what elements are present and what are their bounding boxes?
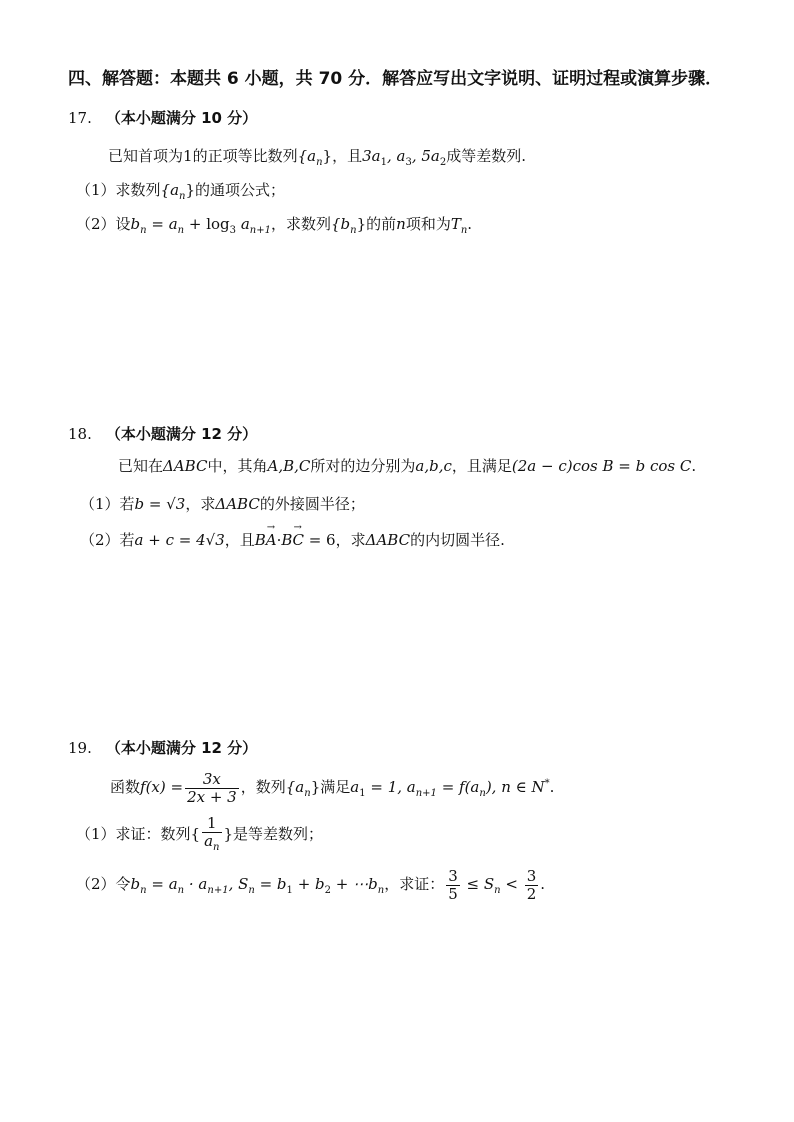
denominator: 2x + 3 [187, 787, 237, 806]
math: b [130, 215, 141, 233]
superscript: * [544, 778, 550, 789]
q18-stem [118, 456, 696, 476]
numerator: 3 [448, 866, 458, 885]
text: 的通项公式； [195, 181, 286, 199]
q19-stem [110, 764, 554, 814]
math: 1 [183, 147, 193, 165]
math: } [185, 181, 196, 199]
math: (2a − c)cos B = b cos C [511, 457, 692, 475]
math: . [540, 875, 546, 893]
math: ΔABC [163, 457, 208, 475]
text: 的前 [366, 215, 397, 233]
math: a [236, 215, 250, 233]
q18-header [68, 424, 257, 444]
text: ，求数列 [270, 215, 331, 233]
text: 成等差数列. [446, 147, 527, 165]
math: = a [146, 215, 178, 233]
math: = a [146, 875, 178, 893]
text: ，求 [185, 495, 216, 513]
math: = b [254, 875, 287, 893]
subscript: n+1 [249, 225, 271, 236]
math: 3a [362, 147, 381, 165]
text: （1）求数列 [76, 181, 161, 199]
q17-points: （本小题满分 10 分） [105, 109, 258, 127]
subscript: n+1 [415, 788, 437, 799]
subscript: 1 [359, 788, 366, 799]
text: （2）若 [80, 531, 135, 549]
math: T [450, 215, 461, 233]
text: 已知在 [118, 457, 164, 475]
text: 是等差数列； [233, 825, 324, 843]
math: A,B,C [267, 457, 311, 475]
math: a [350, 778, 360, 796]
math: a + c = 4√3 [134, 531, 225, 549]
vector-letter: A → [266, 530, 277, 550]
math: ), n ∈ N [485, 778, 545, 796]
text: 所对的边分别为 [310, 457, 416, 475]
text: （2）令 [76, 875, 131, 893]
subscript: 1 [380, 157, 387, 168]
math: , 5a [411, 147, 440, 165]
q18-part1 [80, 494, 365, 514]
q19-part2 [76, 864, 545, 911]
math: = 6 [303, 531, 336, 549]
q19-header [68, 738, 257, 758]
vector-letter: C → [292, 530, 303, 550]
text: ，求证： [384, 875, 445, 893]
text: 满足 [320, 778, 351, 796]
math: n [396, 215, 406, 233]
math: b [130, 875, 141, 893]
subscript: n [460, 225, 468, 236]
subscript: n [304, 788, 311, 799]
math: + log [184, 215, 230, 233]
q17-number: 17. [68, 109, 92, 127]
fraction [446, 868, 460, 903]
subscript: n [350, 225, 357, 236]
section-header: 四、解答题：本题共 6 小题，共 70 分．解答应写出文字说明、证明过程或演算步骤． [68, 69, 723, 89]
fraction [525, 868, 539, 903]
text: ，且 [224, 531, 255, 549]
math: {b [330, 215, 351, 233]
text: 函数 [110, 778, 141, 796]
math: ΔABC [215, 495, 260, 513]
q19-points: （本小题满分 12 分） [105, 739, 258, 757]
math: · a [184, 875, 208, 893]
q18-number: 18. [68, 425, 92, 443]
subscript: n [248, 885, 255, 896]
text: . [549, 778, 555, 796]
math: B [254, 531, 266, 549]
math: , a [386, 147, 406, 165]
subscript: 3 [229, 225, 237, 236]
text: . [691, 457, 697, 475]
subscript: n [179, 191, 186, 202]
text: （1）求证：数列 [76, 825, 191, 843]
math: a,b,c [415, 457, 452, 475]
math: , S [228, 875, 249, 893]
q18-points: （本小题满分 12 分） [105, 425, 258, 443]
subscript: 2 [324, 885, 332, 896]
text: 的正项等比数列 [192, 147, 298, 165]
text: 项和为 [405, 215, 451, 233]
q17-stem [108, 146, 526, 173]
math: ≤ S [461, 875, 495, 893]
q17-part2 [76, 214, 472, 241]
math: ΔABC [365, 531, 411, 549]
numerator: 3x [202, 769, 221, 788]
math: } [310, 778, 321, 796]
text: 的外接圆半径； [259, 495, 365, 513]
text: 的内切圆半径. [410, 531, 505, 549]
subscript: n [494, 885, 501, 896]
math: {a [285, 778, 305, 796]
text: （2）设 [76, 215, 131, 233]
text: ，求 [335, 531, 366, 549]
subscript: n [140, 225, 147, 236]
fraction [185, 771, 239, 806]
subscript: n [377, 885, 385, 896]
subscript: 2 [439, 157, 447, 168]
math: · [276, 531, 282, 549]
text: . [467, 215, 473, 233]
math: B [281, 531, 293, 549]
q17-header [68, 108, 257, 128]
math: + ⋯b [331, 875, 378, 893]
math: {a [160, 181, 180, 199]
text: ，且 [332, 147, 363, 165]
math: = f(a [436, 778, 480, 796]
math: a [204, 831, 214, 850]
text: 中，其角 [207, 457, 268, 475]
math: { [190, 825, 201, 843]
subscript: n [479, 788, 486, 799]
math: + b [292, 875, 325, 893]
text: ，数列 [240, 778, 286, 796]
math: = 1, a [365, 778, 416, 796]
numerator: 1 [207, 813, 217, 832]
subscript: 3 [405, 157, 412, 168]
fraction [202, 815, 221, 856]
denominator: 2 [526, 884, 537, 903]
subscript: n+1 [207, 885, 229, 896]
math: f(x) = [140, 778, 184, 796]
text: 已知首项为 [108, 147, 184, 165]
q18-part2 [80, 530, 505, 550]
q17-part1 [76, 180, 285, 207]
math: } [322, 147, 333, 165]
math: } [223, 825, 234, 843]
text: （1）若 [80, 495, 135, 513]
math: < [500, 875, 523, 893]
q19-number: 19. [68, 739, 92, 757]
denominator [202, 832, 221, 856]
subscript: n [316, 157, 323, 168]
math: } [356, 215, 367, 233]
subscript: n [177, 225, 185, 236]
math: b = √3 [134, 495, 186, 513]
numerator: 3 [526, 866, 537, 885]
subscript: n [213, 841, 220, 853]
text: ，且满足 [451, 457, 512, 475]
q19-part1 [76, 814, 323, 856]
subscript: 1 [286, 885, 293, 896]
math: {a [297, 147, 317, 165]
subscript: n [177, 885, 185, 896]
subscript: n [140, 885, 147, 896]
denominator: 5 [448, 884, 458, 903]
